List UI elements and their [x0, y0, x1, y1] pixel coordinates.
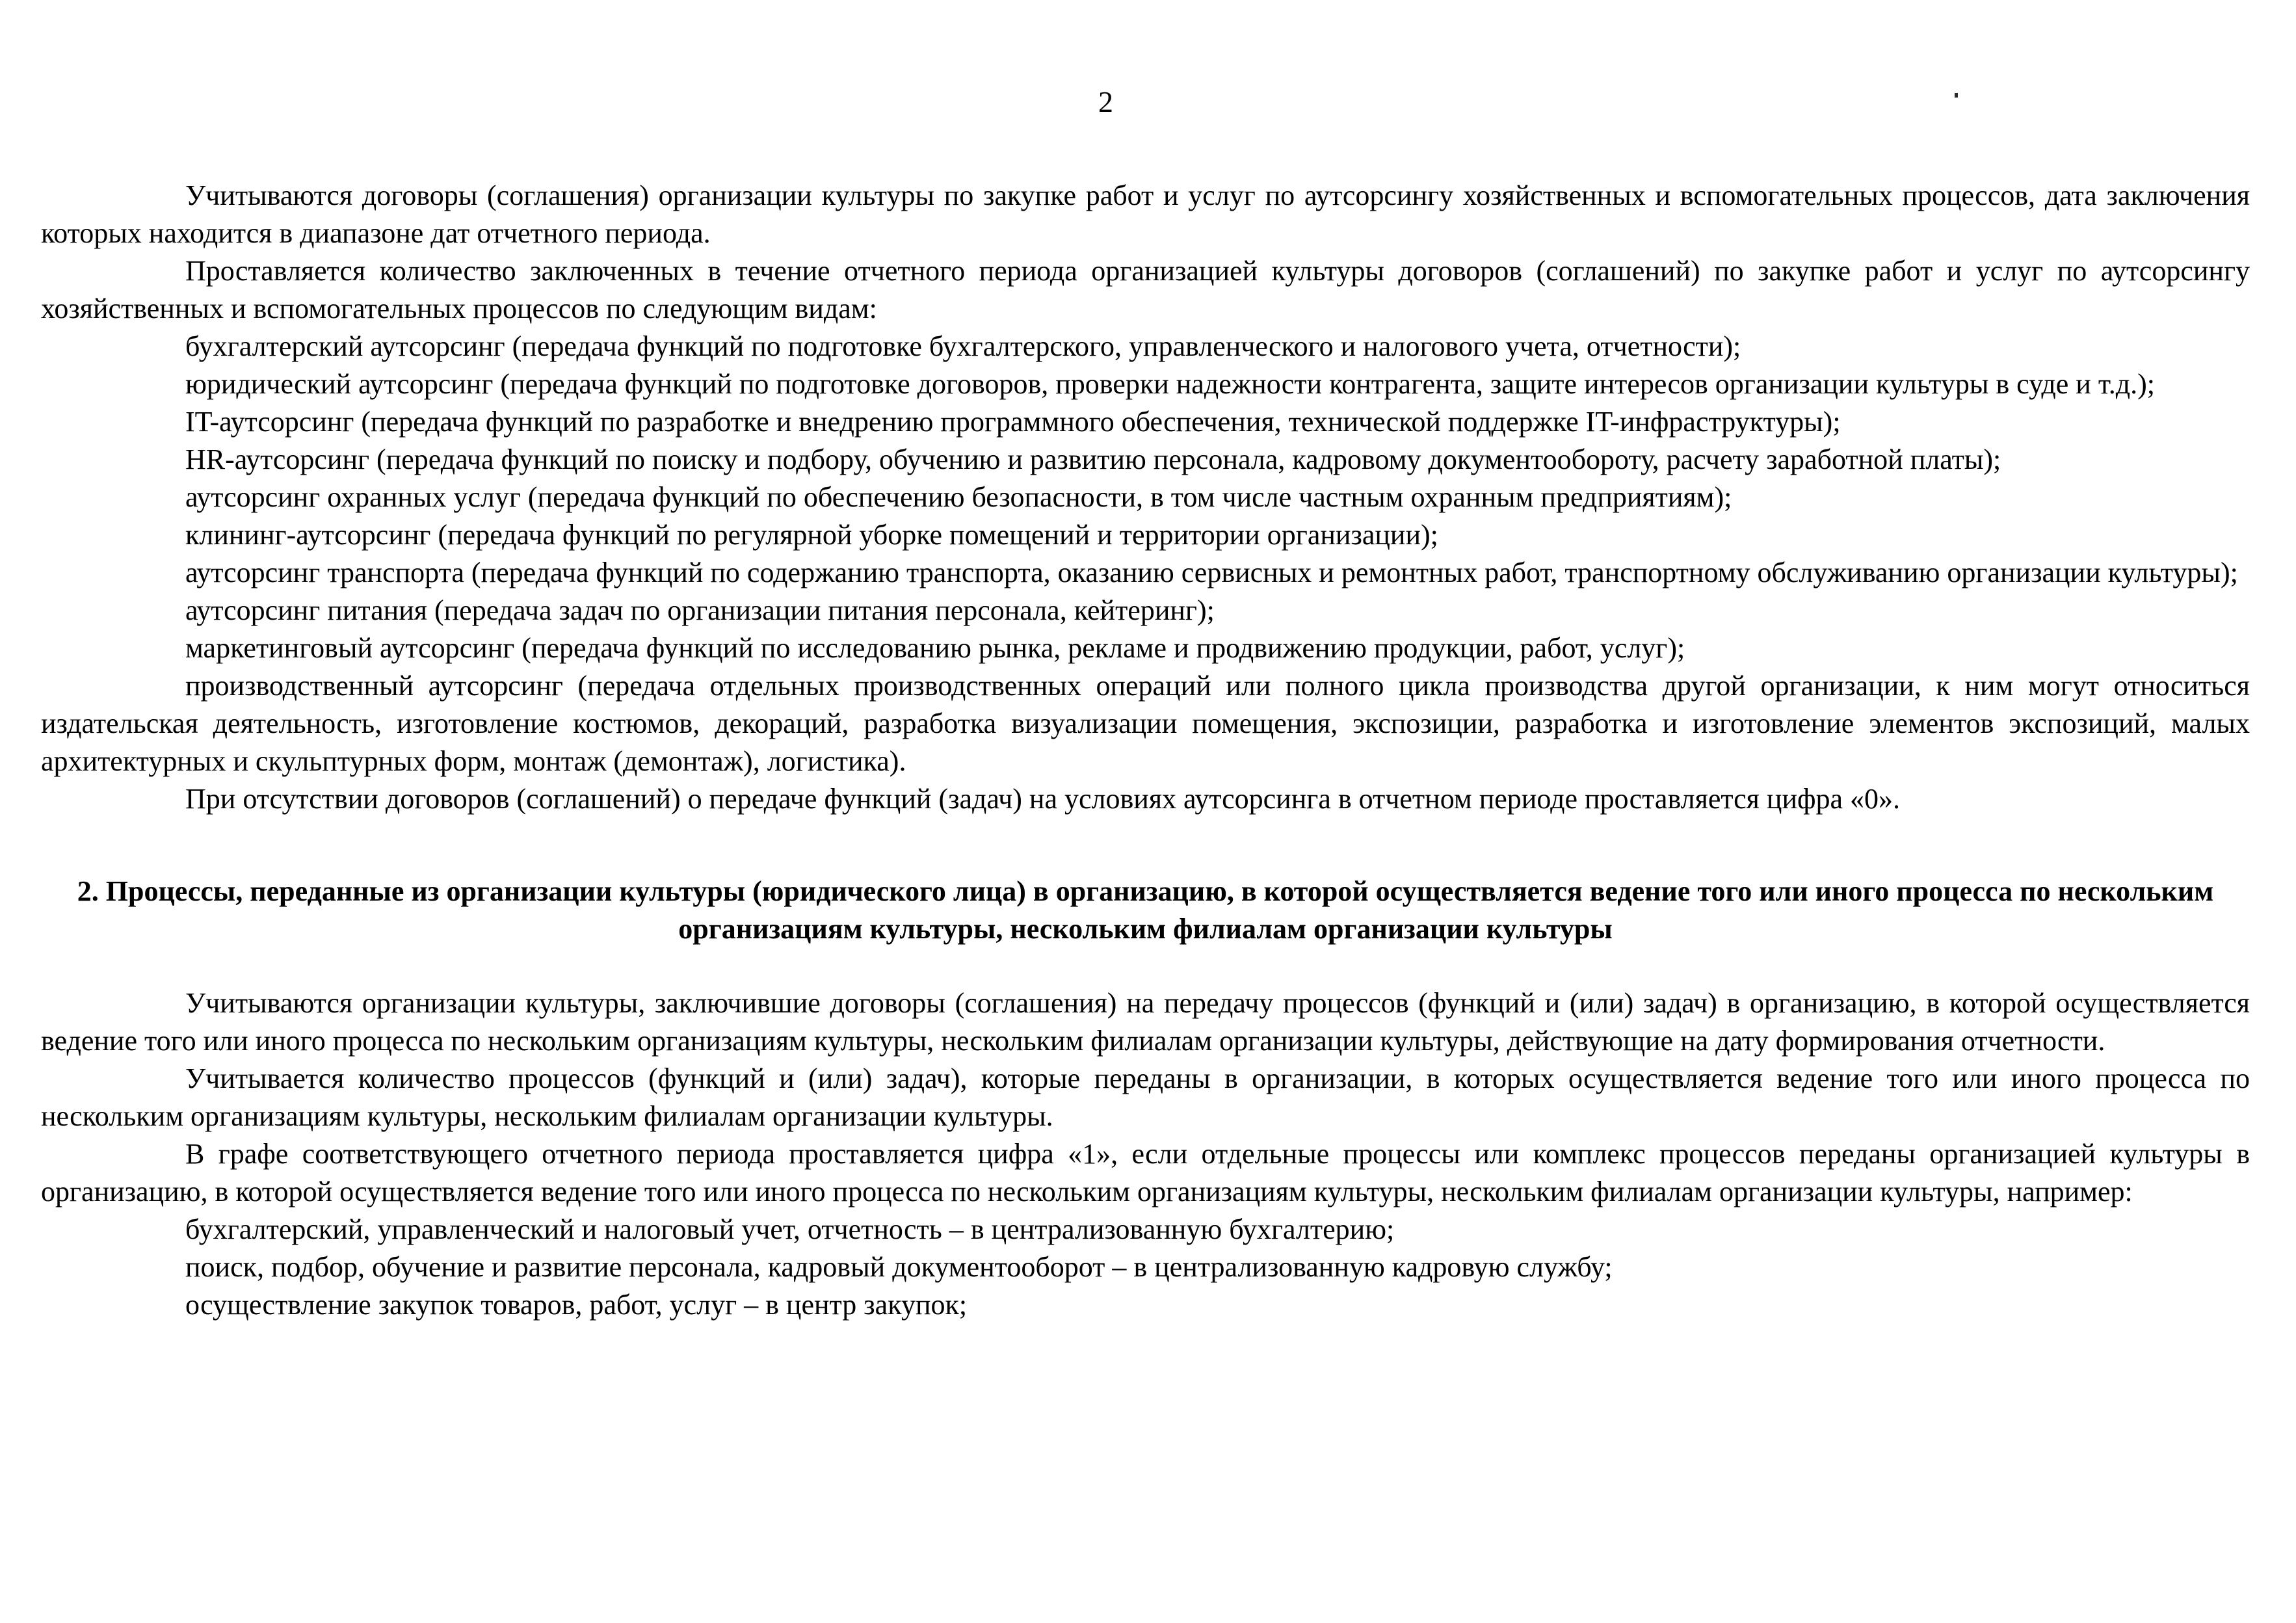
paragraph-one-value-rule: В графе соответствующего отчетного периода проставляется цифра «1», если отдельные процессы или комплекс процессов переданы организацией культуры в организацию, в которой осуществляется ведение того или иного процесса по нескольким организациям культуры, нескольким филиалам организации культуры, например:	[41, 1138, 2250, 1207]
list-item-procurement-center: осуществление закупок товаров, работ, услуг – в центр закупок;	[185, 1289, 968, 1321]
paragraph-process-count-rule: Учитывается количество процессов (функций и (или) задач), которые переданы в организации, в которых осуществляется ведение того или иного процесса по нескольким организациям культуры, нескольким филиалам организации культуры.	[41, 1062, 2250, 1132]
list-item-it-outsourcing: IT-аутсорсинг (передача функций по разработке и внедрению программного обеспечения, технической поддержке IT-инфраструктуры);	[185, 406, 1841, 438]
section-2-heading: 2. Процессы, переданные из организации культуры (юридического лица) в организацию, в которой осуществляется ведение того или иного процесса по нескольким организациям культуры, нескольким филиалам организации культуры	[77, 875, 2214, 945]
paragraph-contract-count-rule: Проставляется количество заключенных в течение отчетного периода организацией культуры договоров (соглашений) по закупке работ и услуг по аутсорсингу хозяйственных и вспомогательных процессов по следующим видам:	[41, 255, 2250, 324]
paragraph-transferred-processes-scope: Учитываются организации культуры, заключившие договоры (соглашения) на передачу процессов (функций и (или) задач) в организацию, в которой осуществляется ведение того или иного процесса по нескольким организациям культуры, нескольким филиалам организации культуры, действующие на дату формирования отчетности.	[41, 987, 2250, 1057]
page-number: 2	[1098, 85, 1113, 118]
list-item-accounting-outsourcing: бухгалтерский аутсорсинг (передача функций по подготовке бухгалтерского, управленческого и налогового учета, отчетности);	[185, 330, 1741, 362]
paragraph-zero-value-rule: При отсутствии договоров (соглашений) о передаче функций (задач) на условиях аутсорсинга в отчетном периоде проставляется цифра «0».	[185, 783, 1901, 815]
list-item-transport-outsourcing: аутсорсинг транспорта (передача функций по содержанию транспорта, оказанию сервисных и ремонтных работ, транспортному обслуживанию организации культуры);	[185, 557, 2238, 588]
list-item-production-outsourcing: производственный аутсорсинг (передача отдельных производственных операций или полного цикла производства другой организации, к ним могут относиться издательская деятельность, изготовление костюмов, декораций, разработка визуализации помещения, экспозиции, разработка и изготовление элементов экспозиций, малых архитектурных и скульптурных форм, монтаж (демонтаж), логистика).	[41, 670, 2250, 777]
list-item-centralized-hr-service: поиск, подбор, обучение и развитие персонала, кадровый документооборот – в централизованную кадровую службу;	[185, 1251, 1613, 1283]
document-body	[41, 177, 2250, 1324]
scan-artifact	[1955, 93, 1958, 98]
list-item-hr-outsourcing: HR-аутсорсинг (передача функций по поиску и подбору, обучению и развитию персонала, кадровому документообороту, расчету заработной платы);	[185, 443, 2001, 475]
list-item-centralized-accounting: бухгалтерский, управленческий и налоговый учет, отчетность – в централизованную бухгалтерию;	[185, 1213, 1395, 1245]
list-item-security-outsourcing: аутсорсинг охранных услуг (передача функций по обеспечению безопасности, в том числе частным охранным предприятиям);	[185, 481, 1732, 513]
list-item-cleaning-outsourcing: клининг-аутсорсинг (передача функций по регулярной уборке помещений и территории организации);	[185, 519, 1438, 551]
list-item-catering-outsourcing: аутсорсинг питания (передача задач по организации питания персонала, кейтеринг);	[185, 594, 1215, 626]
list-item-marketing-outsourcing: маркетинговый аутсорсинг (передача функций по исследованию рынка, рекламе и продвижению продукции, работ, услуг);	[185, 632, 1685, 664]
paragraph-contracts-scope: Учитываются договоры (соглашения) организации культуры по закупке работ и услуг по аутсорсингу хозяйственных и вспомогательных процессов, дата заключения которых находится в диапазоне дат отчетного периода.	[41, 179, 2250, 249]
list-item-legal-outsourcing: юридический аутсорсинг (передача функций по подготовке договоров, проверки надежности контрагента, защите интересов организации культуры в суде и т.д.);	[185, 368, 2155, 400]
